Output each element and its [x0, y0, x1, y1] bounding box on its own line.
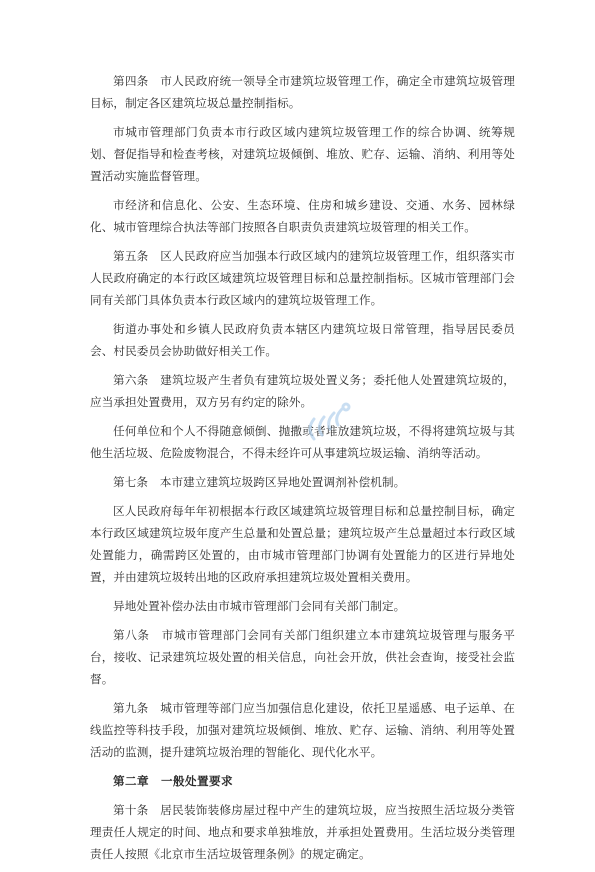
article-6-para-2: 任何单位和个人不得随意倾倒、抛撒或者堆放建筑垃圾，不得将建筑垃圾与其他生活垃圾、危险废物混合，不得未经许可从事建筑垃圾运输、消纳等活动。: [90, 424, 515, 460]
article-7-para-2: 区人民政府每年年初根据本行政区域建筑垃圾管理目标和总量控制目标，确定本行政区域建筑垃圾年度产生总量和处置总量；建筑垃圾产生总量超过本行政区域处置能力，确需跨区处置的，由市城市管理部门协调有处置能力的区进行异地处置，并由建筑垃圾转出地的区政府承担建筑垃圾处置相关费用。: [90, 504, 515, 584]
chapter-heading: 第二章 一般处置要求: [113, 774, 233, 788]
article-6-para-1: 第六条 建筑垃圾产生者负有建筑垃圾处置义务；委托他人处置建筑垃圾的，应当承担处置费用，双方另有约定的除外。: [90, 373, 515, 409]
article-5-para-1: 第五条 区人民政府应当加强本行政区域内的建筑垃圾管理工作，组织落实市人民政府确定的本行政区域建筑垃圾管理目标和总量控制指标。区城市管理部门会同有关部门具体负责本行政区域内的建筑垃圾管理工作。: [90, 249, 515, 307]
article-4-para-3: 市经济和信息化、公安、生态环境、住房和城乡建设、交通、水务、园林绿化、城市管理综合执法等部门按照各自职责负责建筑垃圾管理的相关工作。: [90, 198, 515, 234]
article-9-para-1: 第九条 城市管理等部门应当加强信息化建设，依托卫星遥感、电子运单、在线监控等科技手段，加强对建筑垃圾倾倒、堆放、贮存、运输、消纳、利用等处置活动的监测，提升建筑垃圾治理的智能化、现代化水平。: [90, 701, 515, 759]
article-7-para-1: 第七条 本市建立建筑垃圾跨区异地处置调剂补偿机制。: [113, 475, 406, 489]
article-8-para-1: 第八条 市城市管理部门会同有关部门组织建立本市建筑垃圾管理与服务平台，接收、记录建筑垃圾处置的相关信息，向社会开放，供社会查询，接受社会监督。: [90, 628, 515, 686]
document-body: [90, 70, 515, 872]
article-10-para-1: 第十条 居民装饰装修房屋过程中产生的建筑垃圾，应当按照生活垃圾分类管理责任人规定的时间、地点和要求单独堆放，并承担处置费用。生活垃圾分类管理责任人按照《北京市生活垃圾管理条例》的规定确定。: [90, 803, 515, 861]
article-7-para-3: 异地处置补偿办法由市城市管理部门会同有关部门制定。: [113, 599, 406, 613]
article-4-para-2: 市城市管理部门负责本市行政区域内建筑垃圾管理工作的综合协调、统筹规划、督促指导和检查考核，对建筑垃圾倾倒、堆放、贮存、运输、消纳、利用等处置活动实施监督管理。: [90, 125, 515, 183]
article-4-para-1: 第四条 市人民政府统一领导全市建筑垃圾管理工作，确定全市建筑垃圾管理目标，制定各区建筑垃圾总量控制指标。: [90, 74, 515, 110]
article-5-para-2: 街道办事处和乡镇人民政府负责本辖区内建筑垃圾日常管理，指导居民委员会、村民委员会协助做好相关工作。: [90, 322, 515, 358]
